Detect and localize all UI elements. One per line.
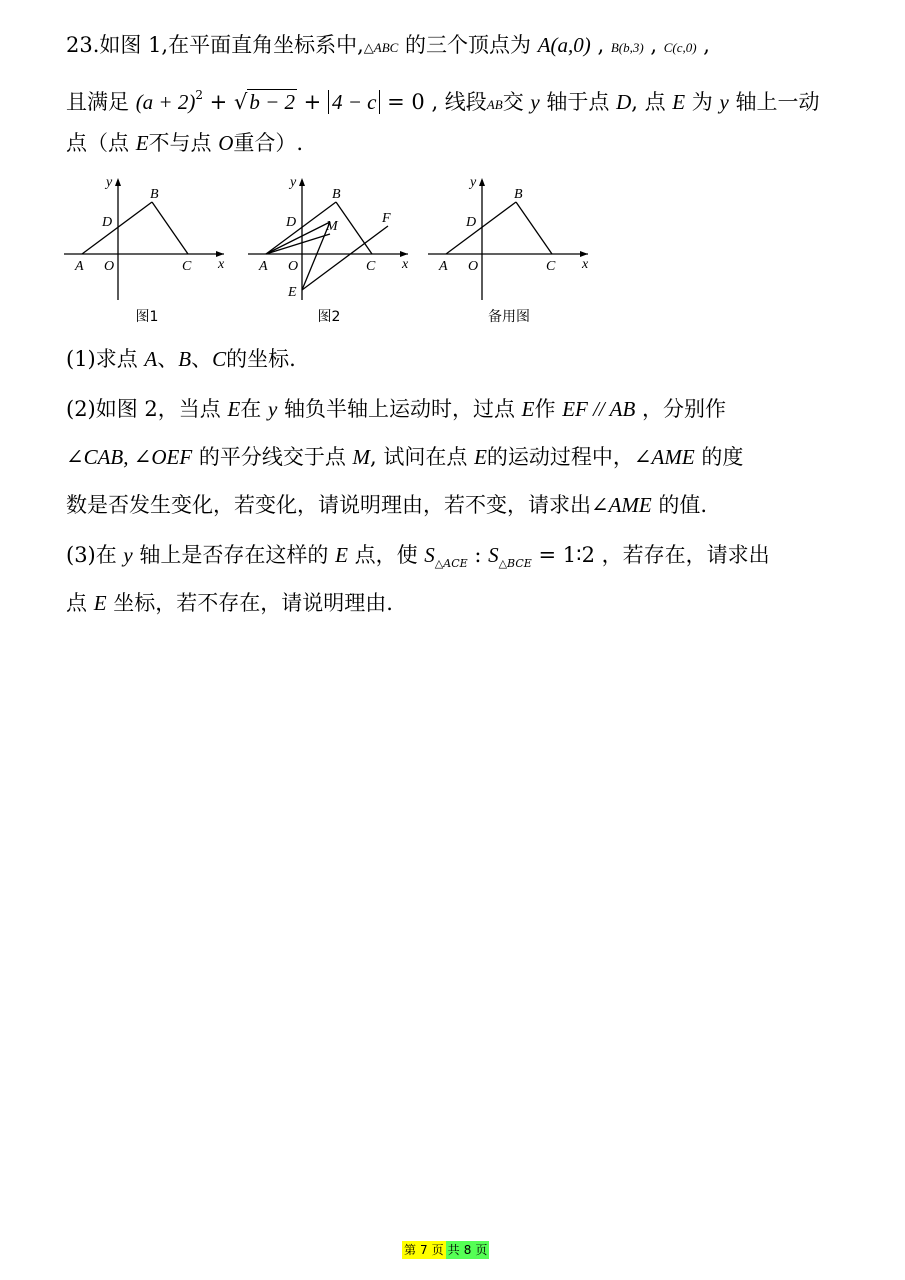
question-text: 作 xyxy=(534,397,563,421)
expr-plus-sqrt: + √ xyxy=(203,90,248,114)
footer-total-prefix: 共 xyxy=(447,1243,460,1257)
problem-text: 为 xyxy=(685,90,720,114)
question-text: (2)如图 2，当点 xyxy=(66,397,228,421)
question-2-line-2 xyxy=(66,442,743,472)
label-d: D xyxy=(466,215,477,230)
var-y: y xyxy=(530,90,540,114)
var-b: B xyxy=(178,347,192,371)
figure-2 xyxy=(246,172,416,307)
y-axis-arrow xyxy=(299,178,305,186)
segment-ab xyxy=(446,202,516,254)
problem-line-2 xyxy=(66,80,819,120)
problem-text: 的三个顶点为 xyxy=(398,33,538,57)
var-c: C xyxy=(212,347,227,371)
var-e: E xyxy=(93,591,107,615)
question-text: (1)求点 xyxy=(66,347,145,371)
question-text: 的运动过程中， xyxy=(486,445,634,469)
label-o: O xyxy=(104,259,115,274)
var-o: O xyxy=(218,131,234,155)
expr-equals: = 0 xyxy=(380,90,425,114)
figure-spare xyxy=(426,172,596,307)
var-e: E xyxy=(335,543,348,567)
label-y: y xyxy=(290,175,297,190)
problem-text: 23.如图 1,在平面直角坐标系中, xyxy=(66,33,364,57)
var-e: E xyxy=(521,397,535,421)
question-text: 点，使 xyxy=(347,543,425,567)
point-a: A(a,0) xyxy=(537,33,591,57)
expr-exponent: 2 xyxy=(195,88,203,102)
label-c: C xyxy=(546,259,556,274)
question-text: 的度 xyxy=(694,445,744,469)
var-y: y xyxy=(123,543,133,567)
question-text: ，分别作 xyxy=(635,397,726,421)
footer-page-prefix: 第 xyxy=(404,1243,417,1257)
question-3-line-2 xyxy=(66,588,393,618)
label-y: y xyxy=(106,175,113,190)
question-text: ，若存在，请求出 xyxy=(594,543,770,567)
label-f: F xyxy=(382,211,391,226)
figure-2-caption: 图2 xyxy=(317,309,341,325)
point-b: B(b,3) xyxy=(610,40,644,55)
segment-ab: AB xyxy=(486,97,503,112)
problem-text: 轴于点 xyxy=(539,90,617,114)
problem-text: , 点 xyxy=(631,90,673,114)
label-x: x xyxy=(582,257,589,272)
problem-line-1 xyxy=(66,30,710,63)
label-y: y xyxy=(470,175,477,190)
separator: , xyxy=(590,33,611,57)
label-c: C xyxy=(182,259,192,274)
question-3-line-1 xyxy=(66,540,770,579)
question-1 xyxy=(66,344,296,374)
separator: , xyxy=(696,33,710,57)
question-text: 的值. xyxy=(651,493,708,517)
label-b: B xyxy=(514,187,523,202)
problem-line-3 xyxy=(66,128,303,158)
question-text: 轴负半轴上运动时，过点 xyxy=(277,397,522,421)
problem-text: , 线段 xyxy=(424,90,487,114)
figure-1-diagram xyxy=(62,172,232,307)
question-text: 数是否发生变化，若变化，请说明理由，若不变，请求出 xyxy=(66,493,591,517)
footer-page-number: 7 xyxy=(420,1243,428,1257)
figure-1 xyxy=(62,172,232,307)
label-d: D xyxy=(286,215,297,230)
label-d: D xyxy=(102,215,113,230)
separator: , xyxy=(643,33,664,57)
question-2-line-1 xyxy=(66,394,726,424)
label-a: A xyxy=(75,259,84,274)
footer-total-number: 8 xyxy=(463,1243,472,1257)
expr-plus: + xyxy=(297,90,328,114)
separator: 、 xyxy=(191,347,213,371)
label-o: O xyxy=(288,259,299,274)
y-axis-arrow xyxy=(479,178,485,186)
problem-text: 点（点 xyxy=(66,131,136,155)
ratio-value: = 1∶2 xyxy=(531,543,595,567)
area-subscript-bce: △BCE xyxy=(498,557,532,570)
label-a: A xyxy=(259,259,268,274)
expr-paren: (a + 2) xyxy=(135,90,196,114)
label-b: B xyxy=(332,187,341,202)
question-text: , 试问在点 xyxy=(370,445,475,469)
question-text: 的平分线交于点 xyxy=(192,445,353,469)
var-y: y xyxy=(719,90,729,114)
label-b: B xyxy=(150,187,159,202)
segment-bc xyxy=(516,202,552,254)
expr-abs: 4 − c xyxy=(328,90,381,114)
expr-ef-parallel-ab: EF // AB xyxy=(562,397,636,421)
question-text: (3)在 xyxy=(66,543,124,567)
point-c: C(c,0) xyxy=(663,40,697,55)
segment-bc xyxy=(336,202,372,254)
problem-text: 且满足 xyxy=(66,90,136,114)
var-e: E xyxy=(474,445,487,469)
question-text: 点 xyxy=(66,591,94,615)
var-m: M xyxy=(352,445,371,469)
area-s: S xyxy=(424,543,435,567)
area-subscript-ace: △ACE xyxy=(434,557,468,570)
var-e: E xyxy=(135,131,149,155)
footer-page-suffix: 页 xyxy=(431,1243,444,1257)
var-e: E xyxy=(227,397,241,421)
problem-text: 重合）. xyxy=(233,131,304,155)
problem-text: 轴上一动 xyxy=(728,90,820,114)
question-text: 的坐标. xyxy=(226,347,296,371)
figure-spare-caption: 备用图 xyxy=(488,309,530,325)
footer-total-suffix: 页 xyxy=(475,1243,488,1257)
segment-bc xyxy=(152,202,188,254)
ratio-colon: : xyxy=(467,543,489,567)
separator: 、 xyxy=(157,347,179,371)
label-e: E xyxy=(288,285,297,300)
question-text: 在 xyxy=(240,397,268,421)
problem-text: 不与点 xyxy=(148,131,219,155)
segment-ab xyxy=(82,202,152,254)
page-footer xyxy=(402,1241,489,1259)
label-o: O xyxy=(468,259,479,274)
question-text: 轴上是否存在这样的 xyxy=(132,543,336,567)
figure-2-diagram xyxy=(246,172,416,307)
y-axis-arrow xyxy=(115,178,121,186)
problem-text: 交 xyxy=(502,90,531,114)
triangle-abc: △ABC xyxy=(363,40,399,55)
label-a: A xyxy=(439,259,448,274)
var-d: D xyxy=(616,90,632,114)
area-s: S xyxy=(488,543,499,567)
expr-sqrt: b − 2 xyxy=(249,90,295,114)
question-text: 坐标，若不存在，请说明理由. xyxy=(106,591,393,615)
var-a: A xyxy=(144,347,158,371)
var-e: E xyxy=(672,90,686,114)
segment-a-m-upper xyxy=(266,222,330,254)
figure-spare-diagram xyxy=(426,172,596,307)
label-x: x xyxy=(218,257,225,272)
label-x: x xyxy=(402,257,409,272)
angle-ame: ∠AME xyxy=(591,493,652,517)
angles-cab-oef: ∠CAB, ∠OEF xyxy=(66,445,193,469)
var-y: y xyxy=(267,397,278,421)
angle-ame: ∠AME xyxy=(633,445,695,469)
label-c: C xyxy=(366,259,376,274)
label-m: M xyxy=(326,219,338,234)
question-2-line-3 xyxy=(66,490,707,520)
figure-1-caption: 图1 xyxy=(135,309,159,325)
